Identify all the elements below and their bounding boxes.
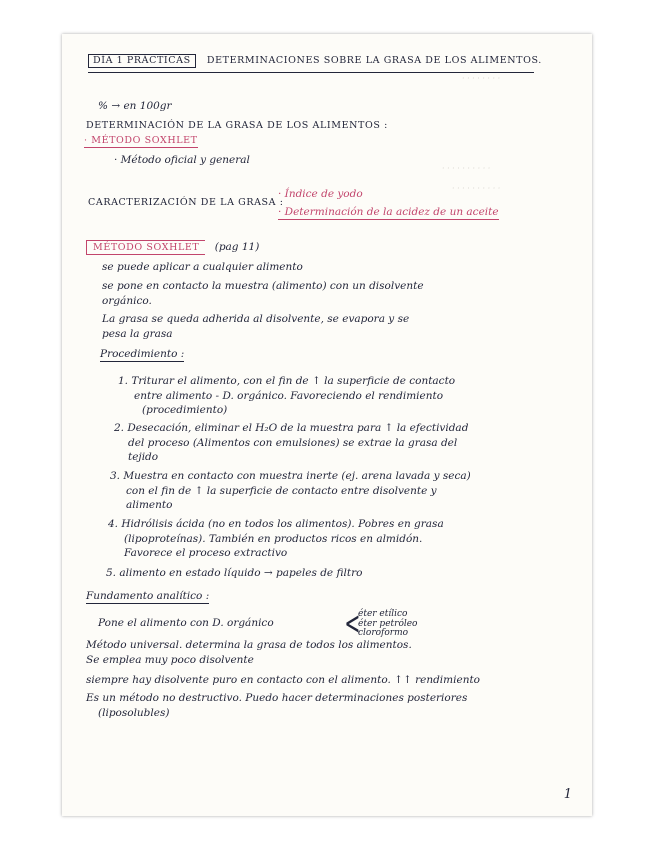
- solvent-list: [358, 610, 417, 639]
- fundamento-heading-text: Fundamento analítico :: [86, 590, 210, 602]
- procedure-heading: [100, 348, 184, 360]
- procedure-step: 2. Desecación, eliminar el H₂O de la muestra para ↑ la efectividad: [114, 422, 469, 434]
- method-label: [84, 135, 198, 146]
- ghost-text: · · · · · · · · · ·: [442, 164, 491, 173]
- soxhlet-box-label: MÉTODO SOXHLET: [86, 240, 205, 255]
- soxhlet-line: pesa la grasa: [102, 328, 173, 340]
- procedure-step-cont: entre alimento - D. orgánico. Favoreciendo el rendimiento: [134, 390, 444, 402]
- procedure-step-cont: con el fin de ↑ la superficie de contacto entre disolvente y: [126, 485, 437, 497]
- ghost-text: · · · · · · · ·: [462, 74, 501, 83]
- unit-line: % → en 100gr: [98, 100, 172, 112]
- fundamento-line: Se emplea muy poco disolvente: [86, 654, 254, 666]
- soxhlet-line: se pone en contacto la muestra (alimento) con un disolvente: [102, 280, 424, 292]
- soxhlet-heading: [86, 240, 259, 255]
- soxhlet-page-ref: (pag 11): [214, 241, 260, 253]
- characterization-label: CARACTERIZACIÓN DE LA GRASA :: [88, 197, 284, 208]
- procedure-step: 5. alimento en estado líquido → papeles de filtro: [106, 567, 363, 579]
- fundamento-line: Método universal. determina la grasa de todos los alimentos.: [86, 639, 412, 651]
- procedure-heading-text: Procedimiento :: [100, 348, 185, 360]
- fundamento-line: Es un método no destructivo. Puedo hacer determinaciones posteriores: [86, 692, 468, 704]
- fundamento-line: (liposolubles): [98, 707, 170, 719]
- soxhlet-line: se puede aplicar a cualquier alimento: [102, 261, 303, 273]
- procedure-step-cont: del proceso (Alimentos con emulsiones) se extrae la grasa del: [128, 437, 458, 449]
- solvent-item: cloroformo: [358, 628, 409, 638]
- procedure-step-cont: (lipoproteínas). También en productos ricos en almidón.: [124, 533, 423, 545]
- solvent-item: éter petróleo: [358, 618, 418, 629]
- brace-icon: <: [344, 604, 361, 642]
- soxhlet-line: La grasa se queda adherida al disolvente, se evapora y se: [102, 313, 410, 325]
- page-title: DETERMINACIONES SOBRE LA GRASA DE LOS ALIMENTOS.: [206, 55, 542, 66]
- fundamento-line: Pone el alimento con D. orgánico: [98, 617, 274, 629]
- procedure-step-cont: Favorece el proceso extractivo: [124, 547, 288, 559]
- notebook-page: [62, 34, 592, 816]
- procedure-step-cont: (procedimiento): [142, 404, 228, 416]
- method-label-text: · MÉTODO SOXHLET: [84, 135, 198, 146]
- day-label: DÍA 1 PRÁCTICAS: [88, 54, 196, 68]
- solvent-item: éter etílico: [358, 609, 408, 619]
- fundamento-heading: [86, 590, 209, 602]
- official-line: · Método oficial y general: [114, 154, 250, 166]
- header-underline: [88, 72, 534, 73]
- characterization-item: [278, 206, 499, 218]
- characterization-item-text: · Determinación de la acidez de un aceite: [278, 206, 499, 218]
- characterization-item: · Índice de yodo: [278, 188, 363, 200]
- procedure-step-cont: tejido: [128, 451, 159, 463]
- procedure-step: 3. Muestra en contacto con muestra inerte (ej. arena lavada y seca): [110, 470, 471, 482]
- procedure-step-cont: alimento: [126, 499, 173, 511]
- page-number: 1: [563, 787, 572, 802]
- ghost-text: · · · · · · · · · ·: [452, 184, 501, 193]
- header: [88, 54, 542, 68]
- section-heading: DETERMINACIÓN DE LA GRASA DE LOS ALIMENTOS :: [86, 120, 388, 131]
- procedure-step: 1. Triturar el alimento, con el fin de ↑ la superficie de contacto: [118, 375, 456, 387]
- procedure-step: 4. Hidrólisis ácida (no en todos los alimentos). Pobres en grasa: [108, 518, 444, 530]
- fundamento-line: siempre hay disolvente puro en contacto con el alimento. ↑↑ rendimiento: [86, 674, 481, 686]
- soxhlet-line: orgánico.: [102, 295, 152, 307]
